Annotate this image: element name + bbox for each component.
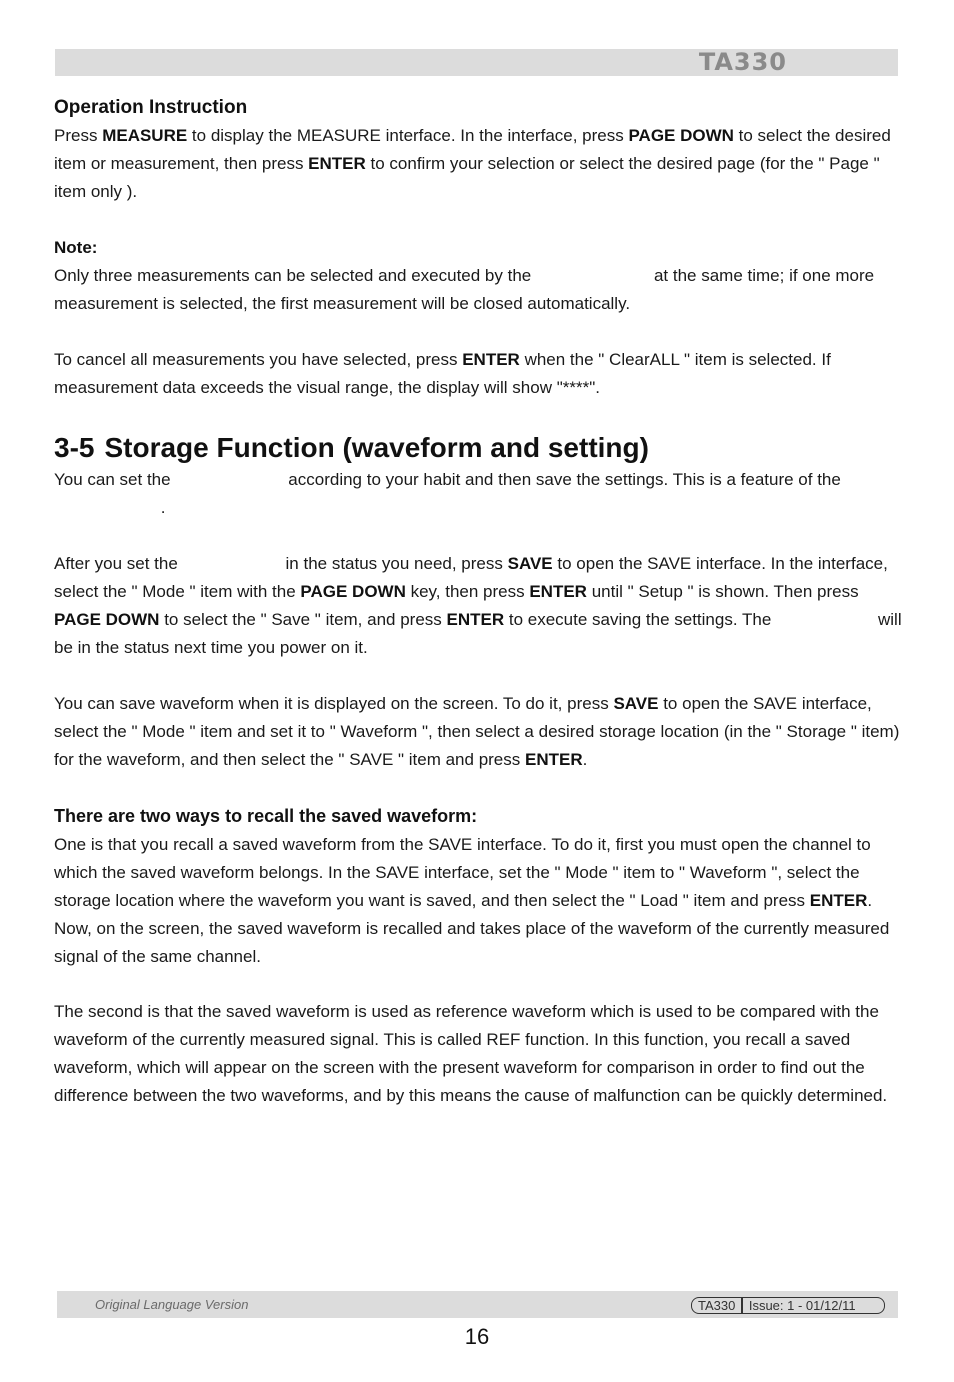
operation-paragraph: Press MEASURE to display the MEASURE interface. In the interface, press PAGE DOWN to select the desired item or measurement, then press ENTER to confirm your selection or select the desired page (for the " Page " item only ). [54, 126, 891, 201]
footer-language-note: Original Language Version [95, 1297, 249, 1312]
note-paragraph-1: Only three measurements can be selected and executed by the at the same time; if one more measurement is selected, the first measurement will be closed automatically. [54, 266, 875, 313]
footer-issue-box [691, 1297, 885, 1314]
page-number: 16 [464, 1324, 490, 1349]
recall-paragraph-2: The second is that the saved waveform is used as reference waveform which is used to be compared with the waveform of the currently measured signal. This is called REF function. In this function, you recall a saved waveform, which will appear on the screen with the present waveform for comparison in order to find out the difference between the two waveforms, and by this means the cause of malfunction can be quickly determined. [54, 1002, 888, 1105]
footer-model: TA330 [698, 1298, 736, 1313]
footer-issue: Issue: 1 - 01/12/11 [748, 1298, 856, 1313]
storage-paragraph-2: After you set the in the status you need, press SAVE to open the SAVE interface. In the interface, select the " Mode " item with the PAGE DOWN key, then press ENTER until " Setup " is shown. Then press PAGE DOWN to select the " Save " item, and press ENTER to execute saving the settings. The will be in the status next time you power on it. [54, 554, 902, 657]
note-heading: Note: [54, 238, 98, 257]
header-model-logo: TA330 [698, 48, 787, 76]
recall-heading: There are two ways to recall the saved waveform: [54, 806, 478, 826]
operation-heading: Operation Instruction [54, 97, 248, 118]
note-paragraph-2: To cancel all measurements you have selected, press ENTER when the " ClearALL " item is selected. If measurement data exceeds the visual range, the display will show "****". [54, 350, 831, 397]
storage-paragraph-3: You can save waveform when it is displayed on the screen. To do it, press SAVE to open the SAVE interface, select the " Mode " item and set it to " Waveform ", then select a desired storage location (in the " Storage " item) for the waveform, and then select the " SAVE " item and press ENTER. [54, 694, 900, 769]
section-title: 3-5 Storage Function (waveform and setting) [54, 432, 649, 463]
storage-paragraph-1: You can set the according to your habit and then save the settings. This is a feature of the . [54, 470, 841, 517]
recall-paragraph-1: One is that you recall a saved waveform from the SAVE interface. To do it, first you must open the channel to which the saved waveform belongs. In the SAVE interface, set the " Mode " item to " Waveform ", select the storage location where the waveform you want is saved, and then select the " Load " item and press ENTER. Now, on the screen, the saved waveform is recalled and takes place of the waveform of the currently measured signal of the same channel. [54, 835, 890, 966]
